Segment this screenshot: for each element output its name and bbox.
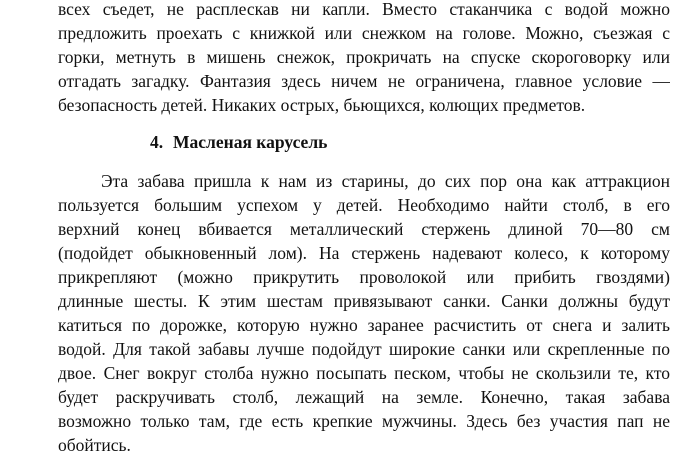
section-heading: [150, 131, 327, 153]
paragraph-line: горки, метнуть в мишень снежок, прокричать на спуске скороговорку или: [58, 47, 670, 67]
paragraph-line: катиться по дорожке, которую нужно заранее расчистить от снега и залить: [58, 315, 670, 335]
paragraph-line: прикрепляют (можно прикрутить проволокой или прибить гвоздями): [58, 267, 670, 287]
paragraph-line: Эта забава пришла к нам из старины, до сих пор она как аттракцион: [101, 171, 670, 191]
paragraph-line: двое. Снег вокруг столба нужно посыпать песком, чтобы не скользили те, кто: [58, 363, 670, 383]
paragraph-line: длинные шесты. К этим шестам привязывают санки. Санки должны будут: [58, 291, 670, 311]
paragraph-line: обойтись.: [58, 435, 131, 455]
section-number: 4.: [150, 132, 164, 152]
paragraph-line: отгадать загадку. Фантазия здесь ничем не ограничена, главное условие —: [58, 71, 670, 91]
paragraph-line: предложить проехать с книжкой или снежком на голове. Можно, съезжая с: [58, 23, 670, 43]
paragraph-line: всех съедет, не расплескав ни капли. Вместо стаканчика с водой можно: [58, 0, 670, 19]
paragraph-line: водой. Для такой забавы лучше подойдут широкие санки или скрепленные по: [58, 339, 670, 359]
paragraph-line: (подойдет обыкновенный лом). На стержень надевают колесо, к которому: [58, 243, 670, 263]
paragraph-line: верхний конец вбивается металлический стержень длиной 70—80 см: [58, 219, 670, 239]
paragraph-line: пользуется большим успехом у детей. Необходимо найти столб, в его: [58, 195, 670, 215]
section-title: Масленая карусель: [173, 132, 328, 152]
paragraph-line: безопасность детей. Никаких острых, бьющихся, колющих предметов.: [58, 95, 586, 115]
paragraph-line: будет раскручивать столб, лежащий на земле. Конечно, такая забава: [58, 387, 670, 407]
paragraph-line: возможно только там, где есть крепкие мужчины. Здесь без участия пап не: [58, 411, 670, 431]
